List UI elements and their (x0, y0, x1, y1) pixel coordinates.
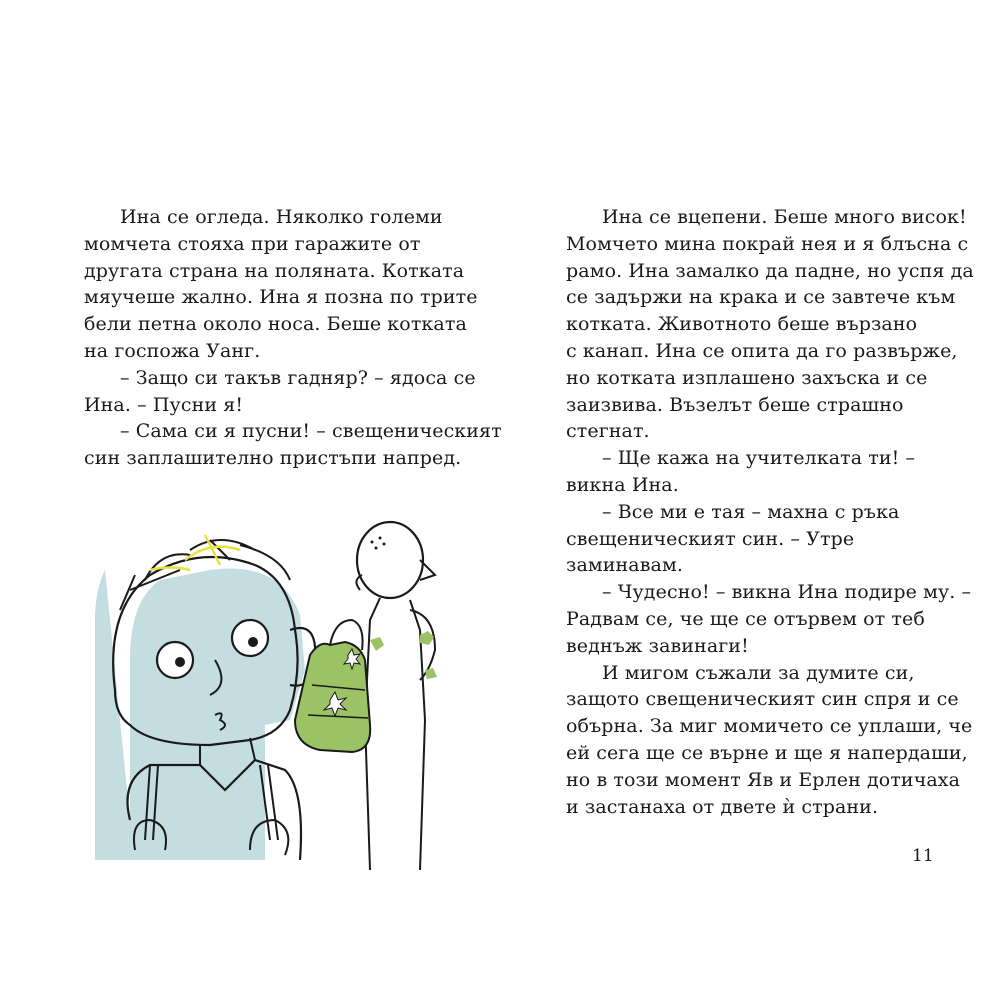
text-line: се задържи на крака и се завтече към (566, 286, 956, 309)
text-line: и застанаха от двете ѝ страни. (566, 795, 879, 818)
text-line: бели петна около носа. Беше котката (84, 313, 467, 336)
text-line: син заплашително пристъпи напред. (84, 447, 462, 470)
boys-illustration (90, 520, 470, 870)
text-line: котката. Животното беше вързано (566, 313, 918, 336)
text-line: викна Ина. (566, 473, 679, 496)
text-line: – Ще кажа на учителката ти! – (602, 447, 916, 470)
paragraph (84, 204, 478, 365)
paragraph (84, 418, 502, 472)
paragraph (84, 365, 476, 419)
text-line: стегнат. (566, 420, 650, 443)
tall-bald-boy (295, 522, 437, 870)
text-line: веднъж завинаги! (566, 634, 749, 657)
boy-with-backpack-straps (95, 535, 315, 860)
text-line: Ина се огледа. Няколко големи (120, 206, 443, 228)
text-line: защото свещеническият син спря и се (566, 688, 959, 711)
text-line: но в този момент Яв и Ерлен дотичаха (566, 768, 961, 791)
text-line: – Защо си такъв гадняр? – ядоса се (120, 366, 476, 389)
left-text-column (84, 204, 502, 472)
paragraph (566, 660, 973, 821)
text-line: – Чудесно! – викна Ина подире му. – (602, 581, 972, 604)
paragraph (566, 499, 946, 579)
right-text-column (566, 204, 974, 820)
text-line: – Все ми е тая – махна с ръка (602, 500, 900, 523)
text-line: мяучеше жално. Ина я позна по трите (84, 286, 478, 309)
text-line: Момчето мина покрай нея и я блъсна с (566, 232, 969, 255)
text-line: заминавам. (566, 554, 683, 577)
text-line: момчета стояха при гаражите от (84, 232, 421, 255)
paragraph (566, 204, 974, 445)
page-number: 11 (912, 846, 934, 866)
text-line: свещеническият син. – Утре (566, 527, 855, 550)
text-line: ей сега ще се върне и ще я напердаши, (566, 741, 968, 764)
text-line: заизвива. Възелът беше страшно (566, 393, 904, 416)
text-line: Ина се вцепени. Беше много висок! (602, 206, 967, 228)
text-line: И мигом съжали за думите си, (602, 661, 915, 684)
text-line: но котката изплашено захъска и се (566, 366, 928, 389)
text-line: рамо. Ина замалко да падне, но успя да (566, 259, 974, 282)
text-line: обърна. За миг момичето се уплаши, че (566, 715, 973, 738)
text-line: с канап. Ина се опита да го развърже, (566, 339, 958, 362)
text-line: другата страна на поляната. Котката (84, 259, 465, 282)
text-line: на госпожа Уанг. (84, 339, 261, 362)
paragraph (566, 445, 946, 499)
paragraph (566, 579, 972, 659)
text-line: Ина. – Пусни я! (84, 393, 244, 416)
text-line: Радвам се, че ще се отървем от теб (566, 607, 925, 630)
text-line: – Сама си я пусни! – свещеническият (120, 420, 502, 443)
